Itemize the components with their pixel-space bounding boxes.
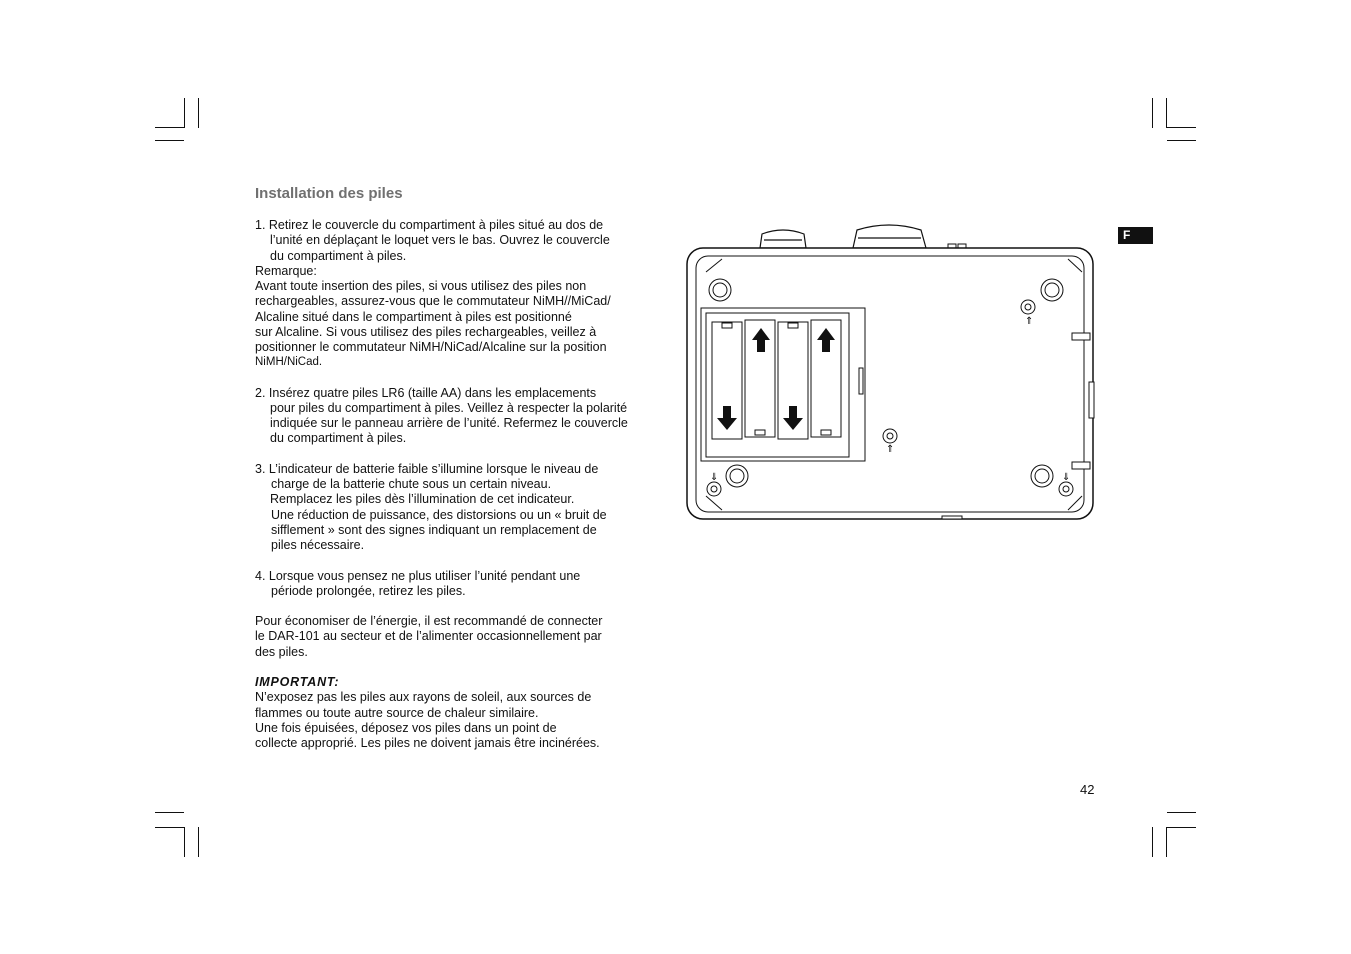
volume-knob — [760, 230, 806, 248]
text-line: Une fois épuisées, déposez vos piles dans un point de — [255, 721, 557, 735]
text-line: période prolongée, retirez les piles. — [271, 584, 466, 598]
text-line: piles nécessaire. — [271, 538, 365, 552]
text-line: rechargeables, assurez-vous que le commutateur NiMH//MiCad/ — [255, 294, 611, 308]
crop-mark — [1167, 827, 1196, 828]
text-line: du compartiment à piles. — [270, 431, 407, 445]
text-line: Remplacez les piles dès l’illumination de cet indicateur. — [270, 492, 575, 506]
text-line: des piles. — [255, 645, 308, 659]
page-title: Installation des piles — [255, 185, 403, 202]
text-line: sur Alcaline. Si vous utilisez des piles rechargeables, veillez à — [255, 325, 597, 339]
crop-mark — [1152, 98, 1153, 128]
text-line: Une réduction de puissance, des distorsions ou un « bruit de — [271, 508, 607, 522]
crop-mark — [184, 98, 185, 128]
crop-mark — [1167, 140, 1196, 141]
screw-arrow-icon: ⇑ — [886, 444, 895, 455]
text-line: flammes ou toute autre source de chaleur similaire. — [255, 706, 539, 720]
page-number: 42 — [1080, 782, 1095, 797]
crop-mark — [198, 98, 199, 128]
text-line: positionner le commutateur NiMH/NiCad/Alcaline sur la position — [255, 340, 607, 354]
text-line: le DAR-101 au secteur et de l’alimenter occasionnellement par — [255, 629, 602, 643]
crop-mark — [1167, 127, 1196, 128]
text-line: NiMH/NiCad. — [255, 356, 323, 368]
text-line: N’exposez pas les piles aux rayons de soleil, aux sources de — [255, 690, 592, 704]
text-line: 4. Lorsque vous pensez ne plus utiliser l’unité pendant une — [255, 569, 581, 583]
text-line: du compartiment à piles. — [270, 249, 407, 263]
bottom-latch — [942, 516, 962, 519]
battery-switch — [859, 368, 863, 394]
side-jack — [1089, 382, 1094, 418]
crop-mark — [1166, 98, 1167, 128]
tuning-knob — [853, 225, 926, 248]
crop-mark — [155, 127, 184, 128]
screw-arrow-icon: ⇓ — [710, 472, 719, 483]
battery-compartment-diagram — [684, 218, 1098, 524]
text-line: indiquée sur le panneau arrière de l’unité. Refermez le couvercle — [270, 416, 628, 430]
text-line: Alcaline situé dans le compartiment à piles est positionné — [255, 310, 572, 324]
crop-mark — [155, 827, 184, 828]
text-line: sifflement » sont des signes indiquant un remplacement de — [271, 523, 597, 537]
crop-mark — [1166, 827, 1167, 857]
screw-arrow-icon: ⇓ — [1062, 472, 1071, 483]
important-heading: IMPORTANT: — [255, 675, 340, 689]
screw-arrow-icon: ⇑ — [1025, 316, 1034, 327]
side-clip — [1072, 333, 1090, 340]
crop-mark — [184, 827, 185, 857]
text-line: 3. L’indicateur de batterie faible s’illumine lorsque le niveau de — [255, 462, 599, 476]
crop-mark — [198, 827, 199, 857]
text-line: Avant toute insertion des piles, si vous utilisez des piles non — [255, 279, 587, 293]
language-badge: F — [1118, 227, 1153, 244]
crop-mark — [1152, 827, 1153, 857]
crop-mark — [155, 140, 184, 141]
crop-mark — [155, 812, 184, 813]
text-line: 2. Insérez quatre piles LR6 (taille AA) dans les emplacements — [255, 386, 597, 400]
side-clip — [1072, 462, 1090, 469]
text-line: Pour économiser de l’énergie, il est recommandé de connecter — [255, 614, 603, 628]
text-line: l’unité en déplaçant le loquet vers le bas. Ouvrez le couvercle — [270, 233, 610, 247]
text-line: Remarque: — [255, 264, 317, 278]
crop-mark — [1167, 812, 1196, 813]
text-line: collecte approprié. Les piles ne doivent jamais être incinérées. — [255, 736, 600, 750]
text-line: 1. Retirez le couvercle du compartiment à piles situé au dos de — [255, 218, 604, 232]
text-line: charge de la batterie chute sous un certain niveau. — [271, 477, 552, 491]
text-line: pour piles du compartiment à piles. Veillez à respecter la polarité — [270, 401, 628, 415]
